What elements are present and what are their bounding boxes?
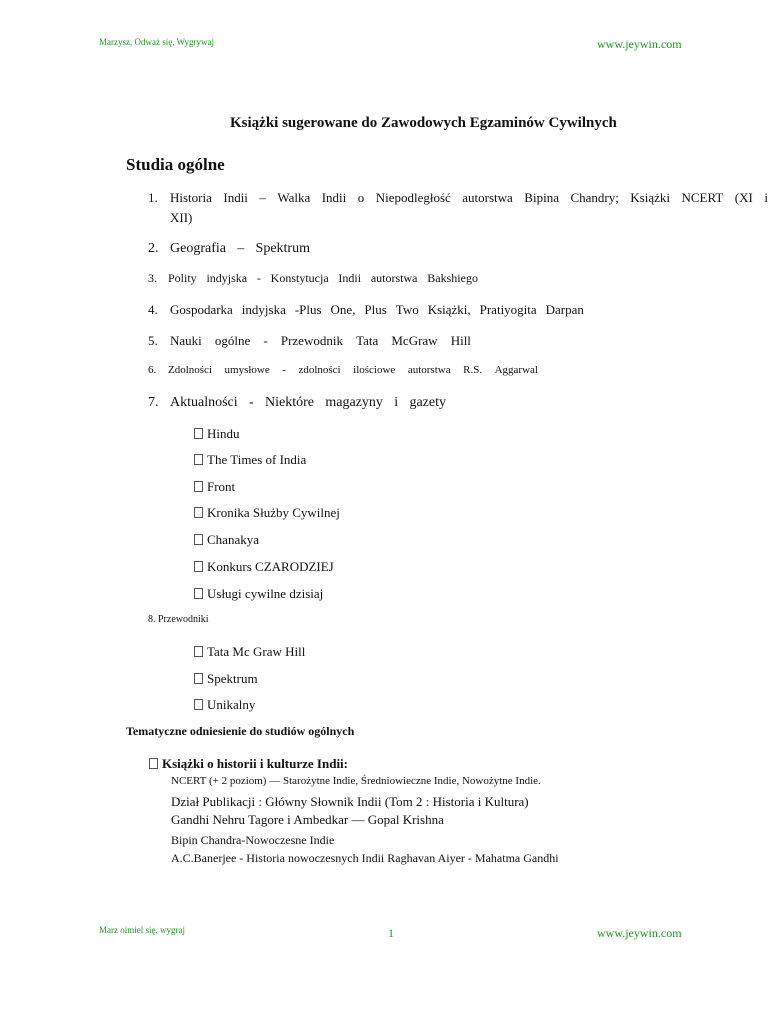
list-item-word: zdolności <box>298 364 341 376</box>
list-item-word: magazyny <box>325 395 383 410</box>
list-item-word: -Plus <box>294 302 322 317</box>
list-item-8 <box>148 614 209 625</box>
document-title: Książki sugerowane do Zawodowych Egzaminów Cywilnych <box>230 115 617 131</box>
list-item-word: Chandry; <box>570 190 619 205</box>
list-item-word: Książki <box>630 190 671 205</box>
list-item-word: i <box>394 395 399 410</box>
list-number: 4. <box>148 302 158 317</box>
list-item-word: autorstwa <box>370 271 418 285</box>
magazine-label: Hindu <box>207 426 240 441</box>
list-item-word: Książki, <box>427 302 471 317</box>
list-item-word: Spektrum <box>255 241 310 256</box>
list-item-words <box>170 333 471 349</box>
magazine-label: Chanakya <box>207 532 259 547</box>
list-item-word: Historia <box>170 190 212 205</box>
section-heading-general-studies: Studia ogólne <box>126 155 225 174</box>
checkbox-icon <box>194 561 203 572</box>
list-item-word: Indii <box>223 190 248 205</box>
list-item-label: Przewodniki <box>158 614 209 625</box>
list-number: 7. <box>148 395 159 410</box>
list-item-words <box>170 190 768 206</box>
list-item-words <box>170 241 310 257</box>
checkbox-icon <box>149 758 158 769</box>
list-item-2 <box>148 241 310 257</box>
list-number: 5. <box>148 333 158 348</box>
magazine-item <box>194 426 240 442</box>
guide-label: Tata Mc Graw Hill <box>207 644 306 659</box>
checkbox-icon <box>194 481 203 492</box>
checkbox-icon <box>194 673 203 684</box>
list-item-word: ilościowe <box>353 364 396 376</box>
header-website-link[interactable]: www.jeywin.com <box>597 37 682 51</box>
checkbox-icon <box>194 646 203 657</box>
magazine-item <box>194 559 334 575</box>
guide-label: Spektrum <box>207 671 258 686</box>
list-item-word: Bipina <box>524 190 559 205</box>
list-item-word: - <box>282 364 286 376</box>
list-item-word: Indii <box>338 271 362 285</box>
magazine-item <box>194 479 235 495</box>
list-number: 6. <box>148 364 157 376</box>
footer-tagline: Marz oimiel się, wygraj <box>99 925 185 935</box>
list-item-word: Zdolności <box>168 364 212 376</box>
checkbox-icon <box>194 454 203 465</box>
magazine-item <box>194 532 259 548</box>
guide-item <box>194 644 305 660</box>
list-item-word: Aggarwal <box>494 364 538 376</box>
list-item-6 <box>148 364 538 376</box>
list-item-word: indyjska <box>206 271 248 285</box>
footer-website-link[interactable]: www.jeywin.com <box>597 926 682 940</box>
history-book-line: A.C.Banerjee - Historia nowoczesnych Indii Raghavan Aiyer - Mahatma Gandhi <box>171 851 559 865</box>
list-item-word: Bakshiego <box>427 271 478 285</box>
list-item-word: Niektóre <box>265 395 314 410</box>
list-item-word: umysłowe <box>224 364 270 376</box>
guide-item <box>194 697 255 713</box>
list-item-word: NCERT <box>681 190 724 205</box>
header-tagline: Marzysz, Odważ się, Wygrywaj <box>99 37 215 47</box>
list-item-word: i <box>764 190 768 205</box>
history-book-line: Gandhi Nehru Tagore i Ambedkar — Gopal Krishna <box>171 812 444 827</box>
list-item-word: - <box>249 395 254 410</box>
list-number: 2. <box>148 241 159 256</box>
list-item-word: autorstwa <box>407 364 451 376</box>
magazine-label: Usługi cywilne dzisiaj <box>207 586 324 601</box>
list-item-word: Two <box>395 302 419 317</box>
list-item-word: gazety <box>409 395 446 410</box>
history-book-line: NCERT (+ 2 poziom) — Starożytne Indie, Średniowieczne Indie, Nowożytne Indie. <box>171 775 541 787</box>
list-item-words <box>170 302 584 318</box>
list-item-words <box>170 395 446 411</box>
list-item-word: R.S. <box>463 364 483 376</box>
list-item-4 <box>148 302 584 318</box>
list-item-word: Polity <box>168 271 197 285</box>
checkbox-icon <box>194 588 203 599</box>
list-item-word: Aktualności <box>170 395 238 410</box>
list-item-word: McGraw <box>391 333 438 348</box>
list-number: 3. <box>148 271 157 285</box>
list-item-word: Przewodnik <box>280 333 343 348</box>
history-heading-label: Książki o historii i kulturze Indii: <box>162 756 348 771</box>
checkbox-icon <box>194 534 203 545</box>
magazine-item <box>194 452 306 468</box>
list-item-word: Darpan <box>545 302 584 317</box>
list-item-word: Hill <box>450 333 471 348</box>
list-item-word: Indii <box>321 190 347 205</box>
list-item-word: – <box>259 190 266 205</box>
list-item-word: Pratiyogita <box>479 302 537 317</box>
list-item-word: - <box>263 333 268 348</box>
list-item-3 <box>148 271 478 286</box>
list-item-1 <box>148 190 768 226</box>
history-book-line: Dział Publikacji : Główny Słownik Indii (Tom 2 : Historia i Kultura) <box>171 794 529 809</box>
history-book-line: Bipin Chandra-Nowoczesne Indie <box>171 833 335 847</box>
checkbox-icon <box>194 699 203 710</box>
list-item-words <box>168 271 478 286</box>
list-number: 1. <box>148 190 158 205</box>
list-item-word: Gospodarka <box>170 302 233 317</box>
list-item-word: Nauki <box>170 333 202 348</box>
list-item-5 <box>148 333 471 349</box>
list-item-word: - <box>256 271 261 285</box>
list-item-continuation: XII) <box>170 210 193 225</box>
list-item-7 <box>148 395 446 411</box>
guide-item <box>194 671 258 687</box>
magazine-label: The Times of India <box>207 452 307 467</box>
magazine-label: Front <box>207 479 236 494</box>
list-item-word: Geografia <box>170 241 226 256</box>
checkbox-icon <box>194 428 203 439</box>
list-item-word: indyjska <box>241 302 286 317</box>
list-item-word: Plus <box>364 302 387 317</box>
list-item-word: Tata <box>356 333 379 348</box>
section-heading-thematic: Tematyczne odniesienie do studiów ogólnych <box>126 724 355 738</box>
magazine-item <box>194 586 323 602</box>
list-item-word: Konstytucja <box>270 271 329 285</box>
guide-label: Unikalny <box>207 697 256 712</box>
list-item-word: autorstwa <box>462 190 513 205</box>
list-item-word: Niepodległość <box>375 190 451 205</box>
list-item-word: Walka <box>277 190 311 205</box>
magazine-item <box>194 505 340 521</box>
magazine-label: Kronika Służby Cywilnej <box>207 505 340 520</box>
history-books-heading <box>149 756 348 772</box>
page-number: 1 <box>388 926 394 940</box>
list-item-word: One, <box>330 302 356 317</box>
list-item-word: (XI <box>734 190 753 205</box>
list-number: 8. <box>148 614 156 625</box>
list-item-word: o <box>357 190 365 205</box>
list-item-words <box>168 364 538 376</box>
list-item-word: – <box>237 241 245 256</box>
magazine-label: Konkurs CZARODZIEJ <box>207 559 334 574</box>
checkbox-icon <box>194 507 203 518</box>
list-item-word: ogólne <box>214 333 251 348</box>
